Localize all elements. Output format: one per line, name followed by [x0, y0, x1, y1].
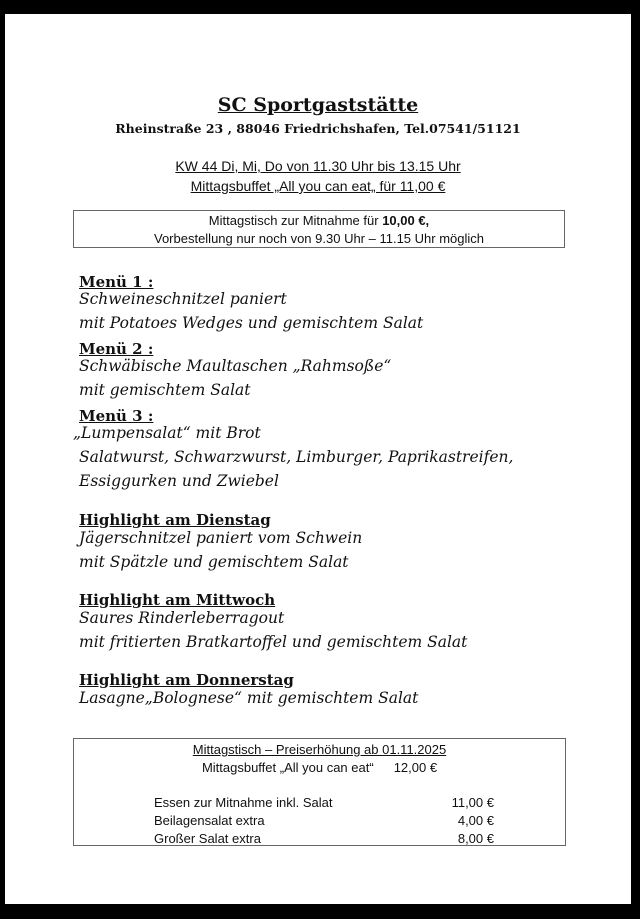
highlight-wednesday-line-1: Saures Rinderleberragout [79, 609, 285, 627]
schedule-line: KW 44 Di, Mi, Do von 11.30 Uhr bis 13.15 Uhr [175, 158, 461, 174]
menu-3-line-3: Essiggurken und Zwiebel [79, 472, 279, 490]
highlight-thursday-heading: Highlight am Donnerstag [79, 671, 294, 689]
buffet-price: 12,00 € [393, 760, 438, 775]
takeaway-price: 10,00 €, [382, 213, 430, 228]
highlight-thursday-line-1: Lasagne„Bolognese“ mit gemischtem Salat [79, 689, 419, 707]
menu-3-line-2: Salatwurst, Schwarzwurst, Limburger, Paprikastreifen, [79, 448, 514, 466]
takeaway-line-1: Mittagstisch zur Mitnahme für 10,00 €, [208, 213, 430, 228]
highlight-tuesday-heading: Highlight am Dienstag [79, 511, 271, 529]
menu-3-line-1: „Lumpensalat“ mit Brot [73, 424, 261, 442]
menu-2-heading: Menü 2 : [79, 340, 154, 358]
highlight-wednesday-line-2: mit fritierten Bratkartoffel und gemischtem Salat [79, 633, 468, 651]
highlight-tuesday-line-2: mit Spätzle und gemischtem Salat [79, 553, 349, 571]
menu-1-line-1: Schweineschnitzel paniert [79, 290, 287, 308]
buffet-line: Mittagsbuffet „All you can eat„ für 11,00 € [190, 178, 446, 194]
takeaway-line-2: Vorbestellung nur noch von 9.30 Uhr – 11.15 Uhr möglich [153, 231, 484, 246]
takeaway-box [73, 210, 565, 248]
buffet-price-line: Mittagsbuffet „All you can eat“ 12,00 € [201, 760, 438, 775]
menu-page [5, 14, 631, 904]
highlight-wednesday-heading: Highlight am Mittwoch [79, 591, 276, 609]
restaurant-title: SC Sportgaststätte [217, 94, 419, 116]
price-increase-box: Mittagstisch – Preiserhöhung ab 01.11.2025 Mittagsbuffet „All you can eat“ 12,00 € Essen zur Mitnahme inkl. Salat 11,00 € Beilagensalat extra 4,00 € Großer Salat extra 8,00 € [73, 738, 566, 846]
schedule-block [5, 156, 631, 196]
highlight-tuesday-line-1: Jägerschnitzel paniert vom Schwein [79, 529, 363, 547]
menu-3-heading: Menü 3 : [79, 407, 154, 425]
menu-2-line-2: mit gemischtem Salat [79, 381, 251, 399]
menu-2-line-1: Schwäbische Maultaschen „Rahmsoße“ [79, 357, 392, 375]
menu-1-heading: Menü 1 : [79, 273, 154, 291]
menu-1-line-2: mit Potatoes Wedges und gemischtem Salat [79, 314, 424, 332]
restaurant-address: Rheinstraße 23 , 88046 Friedrichshafen, Tel.07541/51121 [115, 121, 521, 136]
price-increase-title: Mittagstisch – Preiserhöhung ab 01.11.2025 [192, 742, 447, 757]
